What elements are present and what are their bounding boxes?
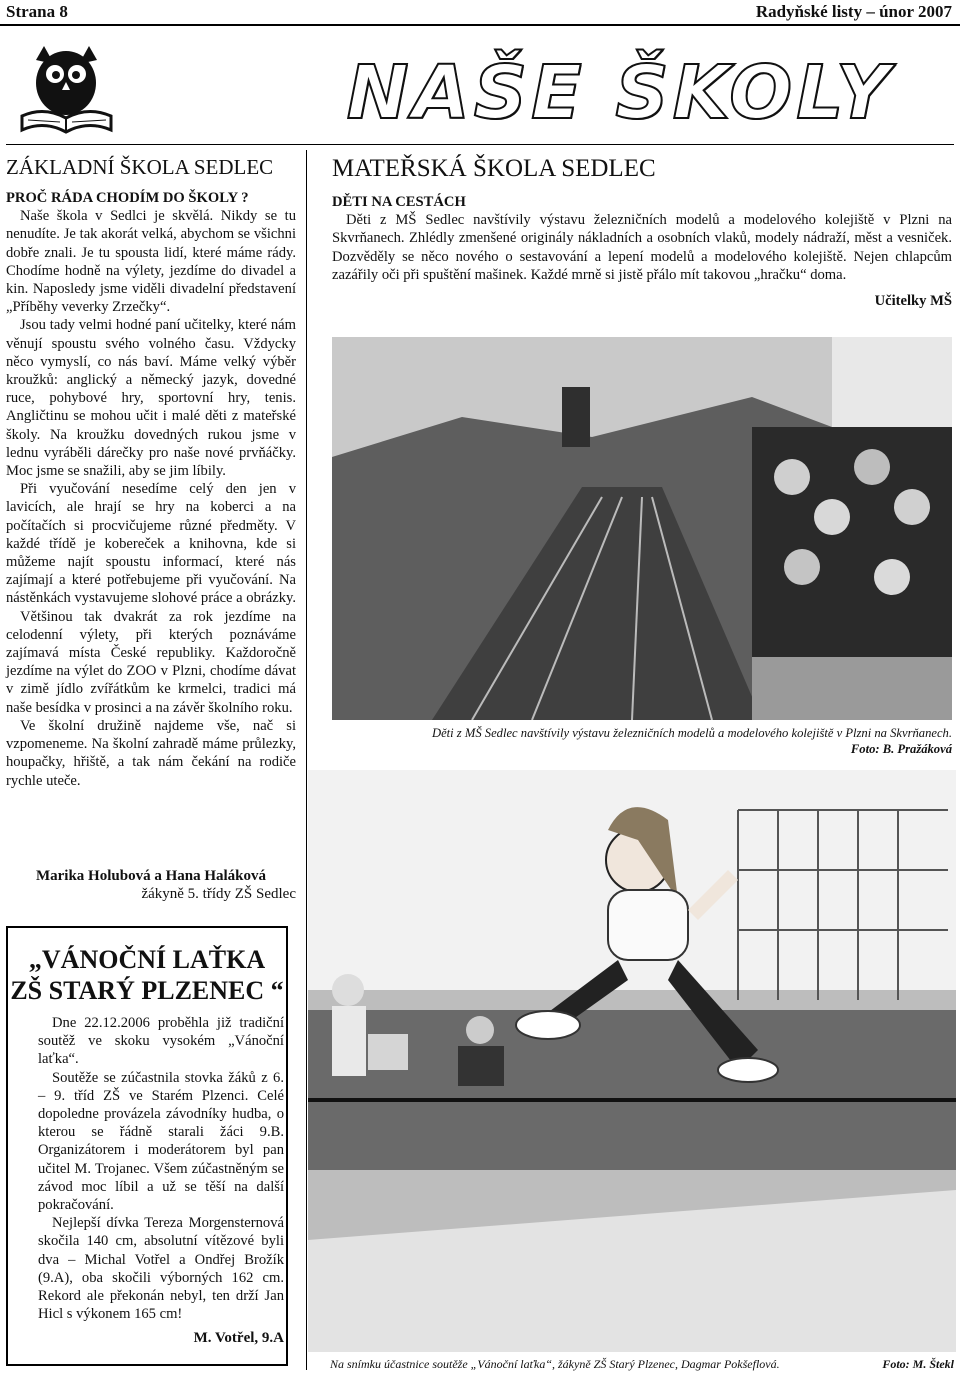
box-title [8, 944, 286, 1006]
paragraph: Nejlepší dívka Tereza Morgensternová skočila 140 cm, absolutní vítězové byli dva – Michal Votřel a Ondřej Brožík (9.A), oba skočili výborných 162 cm. Rekord ale překonán nebyl, ten drží Jan Hicl s výkonem 165 cm! [38, 1215, 284, 1323]
photo-caption [330, 1356, 954, 1372]
page-header [0, 0, 960, 22]
caption-text: Na snímku účastnice soutěže „Vánoční laťka“, žákyně ZŠ Starý Plzenec, Dagmar Pokšeflová. [330, 1357, 780, 1371]
high-jump-photo [308, 770, 956, 1352]
left-article [6, 155, 296, 790]
boxed-article [6, 926, 288, 1366]
page-number: Strana 8 [6, 2, 68, 21]
caption-text: Děti z MŠ Sedlec navštívily výstavu železničních modelů a modelového kolejiště v Plzni na Skvrňanech. [431, 726, 952, 740]
school-heading: ZÁKLADNÍ ŠKOLA SEDLEC [6, 155, 274, 179]
owl-book-logo [14, 38, 119, 138]
article-signature [6, 867, 296, 903]
article-headline: DĚTI NA CESTÁCH [332, 194, 466, 210]
model-railway-photo [332, 337, 952, 720]
box-author: M. Votřel, 9.A [193, 1330, 284, 1347]
photo-credit: Foto: M. Štekl [882, 1357, 954, 1371]
paragraph: Ve školní družině najdeme vše, nač si vzpomeneme. Na školní zahradě máme průlezky, houpačky, hřiště, a tak nám čekání na rodiče rychle uteče. [6, 717, 296, 789]
photo-caption [332, 725, 952, 757]
paragraph: Soutěže se zúčastnila stovka žáků z 6. – 9. tříd ZŠ ve Starém Plzenci. Celé dopoledne provázela závodníky hudba, o kterou se řádně starali žáci 9.B. Organizátorem i moderátorem byl pan učitel M. Trojanec. Všem zúčastněným se závod moc líbil a už se těší na další pokračování. [38, 1069, 284, 1214]
paragraph: Při vyučování nesedíme celý den jen v lavicích, ale hrají se hry na koberci a na počítačích si procvičujeme různé předměty. V každé třídě je kobereček a knihovna, kde si můžeme najít spoustu informací, které nás zajímají a které potřebujeme při vyučování. Na nástěnkách vystavujeme slohové práce a obrázky. [6, 481, 297, 607]
column-divider [306, 150, 307, 1370]
issue-label: Radyňské listy – únor 2007 [755, 2, 952, 21]
paragraph: Naše škola v Sedlci je skvělá. Nikdy se tu nenudíte. Je tak akorát velká, abychom se všichni dobře znali. Je tu spousta lidí, které máme rády. Chodíme hodně na výlety, jezdíme do divadel a kin. Naposledy jsme viděli divadelní představení „Příběhy veverky Zrzečky“. [6, 208, 296, 316]
section-title: NAŠE ŠKOLY [346, 50, 894, 136]
paragraph: Děti z MŠ Sedlec navštívily výstavu železničních modelů a modelového kolejiště v Plzni na Skvrňanech. Zhlédly zmenšené originály nákladních a osobních vlaků, modely nádraží, měst a vesniček. Dozvěděly se něco nového o sestavování a lepení modelů a modelového kolejiště. Nejen chlapcům zazářily oči při spuštění mašinek. Každé mrně si jistě přálo mít takovou „hračku“ doma. [332, 212, 952, 283]
header-rule [0, 24, 960, 26]
box-title-line: ZŠ STARÝ PLZENEC “ [10, 976, 284, 1005]
school-heading: MATEŘSKÁ ŠKOLA SEDLEC [332, 155, 656, 182]
section-rule [6, 144, 954, 145]
box-title-line: „VÁNOČNÍ LAŤKA [28, 945, 266, 974]
authors-note: žákyně 5. třídy ZŠ Sedlec [141, 886, 296, 902]
article-headline: PROČ RÁDA CHODÍM DO ŠKOLY ? [6, 190, 249, 206]
right-article [332, 155, 952, 310]
paragraph: Většinou tak dvakrát za rok jezdíme na celodenní výlety, při kterých poznáváme zajímavá místa České republiky. Každoročně jezdíme na výlet do ZOO v Plzni, chodíme dávat v zimě jídlo zvířátkům ke krmelci, tradici má naše besídka v prosinci a na závěr školního roku. [6, 608, 296, 716]
photo-credit: Foto: B. Pražáková [850, 742, 952, 756]
article-author: Učitelky MŠ [874, 293, 952, 310]
authors: Marika Holubová a Hana Haláková [35, 868, 267, 884]
paragraph: Jsou tady velmi hodné paní učitelky, které nám věnují spoustu svého volného času. Vždycky něco vymyslí, co nás baví. Máme velký výběr kroužků: anglický a německý jazyk, dovedné ruce, pohybové hry, sportovní hry, tenis. Angličtinu se mohou učit i malé děti z mateřské školy. Na kroužku dovedných rukou jsme v lednu vyráběli dárečky pro naše nové prvňáčky. Moc jsme se snažili, aby se jim líbily. [6, 317, 296, 480]
paragraph: Dne 22.12.2006 proběhla již tradiční soutěž ve skoku vysokém „Vánoční laťka“. [38, 1015, 284, 1068]
box-body [38, 1014, 284, 1348]
